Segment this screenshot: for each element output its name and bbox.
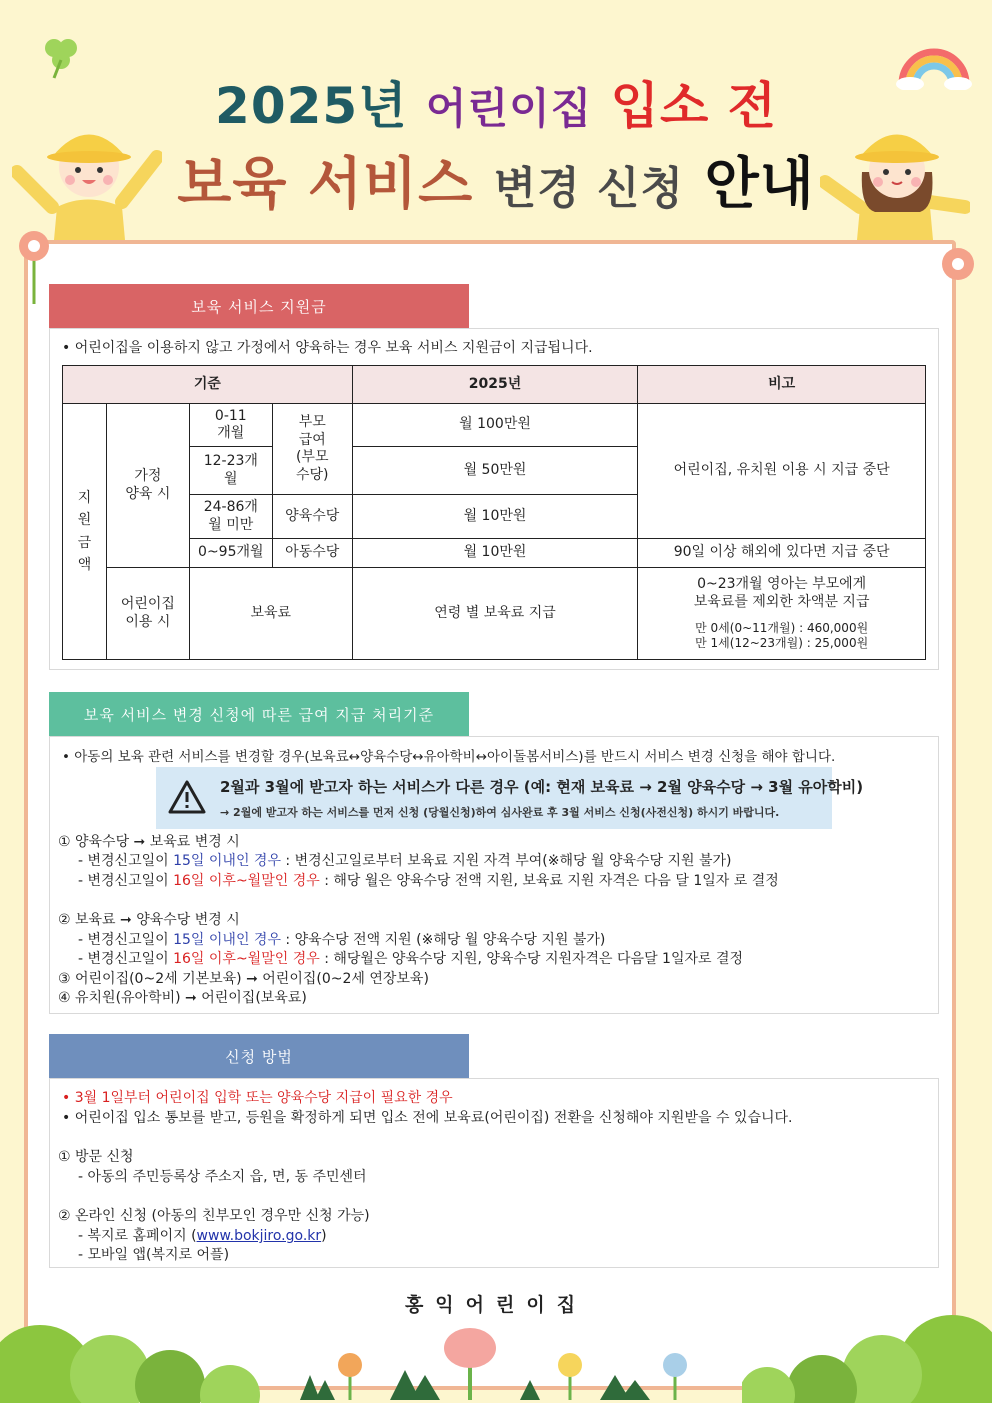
title-service: 보육 서비스: [177, 152, 474, 217]
section1-heading: [49, 284, 469, 328]
title-year: 2025년: [215, 77, 408, 135]
method2-a-pre: - 복지로 홈페이지 (: [78, 1228, 197, 1244]
section2-heading-text: 보육 서비스 변경 신청에 따른 급여 지급 처리기준: [83, 705, 435, 724]
section3-heading-text: 신청 방법: [225, 1047, 293, 1066]
bush-left-illustration: [0, 1290, 260, 1403]
footer-daycare-name: 홍익어린이집: [404, 1294, 588, 1316]
bush-right-illustration: [742, 1290, 992, 1403]
bokjiro-link[interactable]: www.bokjiro.go.kr: [196, 1228, 322, 1244]
table-daycare-note2: 만 0세(0~11개월) : 460,000원: [695, 621, 869, 635]
item2-a: [78, 929, 605, 949]
table-daycare-note1: 0~23개월 영아는 부모에게 보육료를 제외한 차액분 지급: [693, 576, 870, 610]
title-change: 변경 신청: [493, 163, 685, 214]
table-age-2: 24-86개 월 미만: [189, 495, 272, 539]
method2-b: - 모바일 앱(복지로 어플): [78, 1247, 230, 1263]
table-age-1: 12-23개 월: [189, 447, 272, 495]
title-line-2: [0, 140, 992, 220]
item2-a-pre: - 변경신고일이: [78, 932, 174, 948]
item3: ③ 어린이집(0~2세 기본보육) ➞ 어린이집(0~2세 연장보육): [58, 971, 429, 987]
title-before-entry: 입소 전: [610, 77, 777, 135]
alert-title: 2월과 3월에 받고자 하는 서비스가 다른 경우 (예: 현재 보육료 → 2월 양육수당 → 3월 유아학비): [220, 778, 864, 796]
table-value-3: 월 10만원: [352, 539, 638, 568]
section2-intro: • 아동의 보육 관련 서비스를 변경할 경우(보육료↔양육수당↔유아학비↔아이돌봄서비스)를 반드시 서비스 변경 신청을 해야 합니다.: [62, 749, 836, 765]
title-daycare: 어린이집: [425, 84, 593, 133]
section2-heading: [49, 692, 469, 736]
table-type-2: 양육수당: [272, 495, 352, 539]
table-age-3: 0~95개월: [189, 539, 272, 568]
table-value-1: 월 50만원: [352, 447, 638, 495]
item1-a: [78, 850, 732, 870]
table-header-note: 비고: [638, 366, 926, 404]
item2-b-pre: - 변경신고일이: [78, 951, 174, 967]
method1-title: ① 방문 신청: [58, 1149, 134, 1165]
item1-title: ① 양육수당 ➞ 보육료 변경 시: [58, 834, 240, 850]
table-home-label: 가정 양육 시: [106, 404, 189, 568]
table-daycare-note-cell: [638, 568, 926, 660]
table-note-3: 90일 이상 해외에 있다면 지급 중단: [638, 539, 926, 568]
table-value-2: 월 10만원: [352, 495, 638, 539]
item4: ④ 유치원(유아학비) ➞ 어린이집(보육료): [58, 990, 307, 1006]
method2-a-post: ): [321, 1228, 327, 1244]
item1-a-pre: - 변경신고일이: [78, 853, 174, 869]
item1-a-highlight: 15일 이내인 경우: [173, 853, 281, 869]
table-daycare-note3: 만 1세(12~23개월) : 25,000원: [695, 636, 869, 650]
item2-a-highlight: 15일 이내인 경우: [173, 932, 281, 948]
method2-a: [78, 1225, 327, 1245]
table-type-3: 아동수당: [272, 539, 352, 568]
section3-line2: • 어린이집 입소 통보를 받고, 등원을 확정하게 되면 입소 전에 보육료(어린이집) 전환을 신청해야 지원받을 수 있습니다.: [62, 1110, 793, 1126]
alert-body: → 2월에 받고자 하는 서비스를 먼저 신청 (당월신청)하여 심사완료 후 3월 서비스 신청(사전신청) 하시기 바랍니다.: [220, 806, 780, 819]
flower-right-icon: [936, 242, 980, 286]
section3-heading: [49, 1034, 469, 1078]
table-daycare-label: 어린이집 이용 시: [106, 568, 189, 660]
warning-icon: [168, 779, 206, 815]
item1-b: [78, 870, 779, 890]
table-daycare-value: 연령 별 보육료 지급: [352, 568, 638, 660]
section1-intro: • 어린이집을 이용하지 않고 가정에서 양육하는 경우 보육 서비스 지원금이 지급됩니다.: [62, 340, 593, 356]
method2-title: ② 온라인 신청 (아동의 친부모인 경우만 신청 가능): [58, 1208, 370, 1224]
item1-a-post: : 변경신고일로부터 보육료 지원 자격 부여(※해당 월 양육수당 지원 불가): [280, 853, 732, 869]
section1-heading-text: 보육 서비스 지원금: [191, 297, 327, 316]
item2-b-highlight: 16일 이후~월말인 경우: [173, 951, 320, 967]
title-line-1: [0, 66, 992, 138]
table-header-2025: 2025년: [352, 366, 638, 404]
method1-a: - 아동의 주민등록상 주소지 읍, 면, 동 주민센터: [78, 1169, 367, 1185]
item1-b-pre: - 변경신고일이: [78, 873, 174, 889]
support-table: [62, 365, 926, 660]
tulips-illustration: [290, 1320, 710, 1403]
table-age-0: 0-11 개월: [189, 404, 272, 447]
item2-a-post: : 양육수당 전액 지원 (※해당 월 양육수당 지원 불가): [280, 932, 606, 948]
table-side-label: 지 원 금 액: [63, 404, 107, 660]
table-daycare-type: 보육료: [189, 568, 352, 660]
table-value-0: 월 100만원: [352, 404, 638, 447]
title-guide: 안내: [704, 152, 815, 217]
table-parent-pay: 부모 급여 (부모 수당): [272, 404, 352, 495]
alert-box: [156, 767, 864, 829]
item1-b-post: : 해당 월은 양육수당 전액 지원, 보육료 지원 자격은 다음 달 1일자 로 결정: [319, 873, 779, 889]
table-note-merged: 어린이집, 유치원 이용 시 지급 중단: [638, 404, 926, 539]
table-header-criteria: 기준: [63, 366, 353, 404]
item2-b: [78, 948, 743, 968]
item2-title: ② 보육료 ➞ 양육수당 변경 시: [58, 912, 240, 928]
item2-b-post: : 해당월은 양육수당 지원, 양육수당 지원자격은 다음달 1일자로 결정: [319, 951, 744, 967]
section3-red-line: • 3월 1일부터 어린이집 입학 또는 양육수당 지급이 필요한 경우: [62, 1090, 453, 1106]
item1-b-highlight: 16일 이후~월말인 경우: [173, 873, 320, 889]
